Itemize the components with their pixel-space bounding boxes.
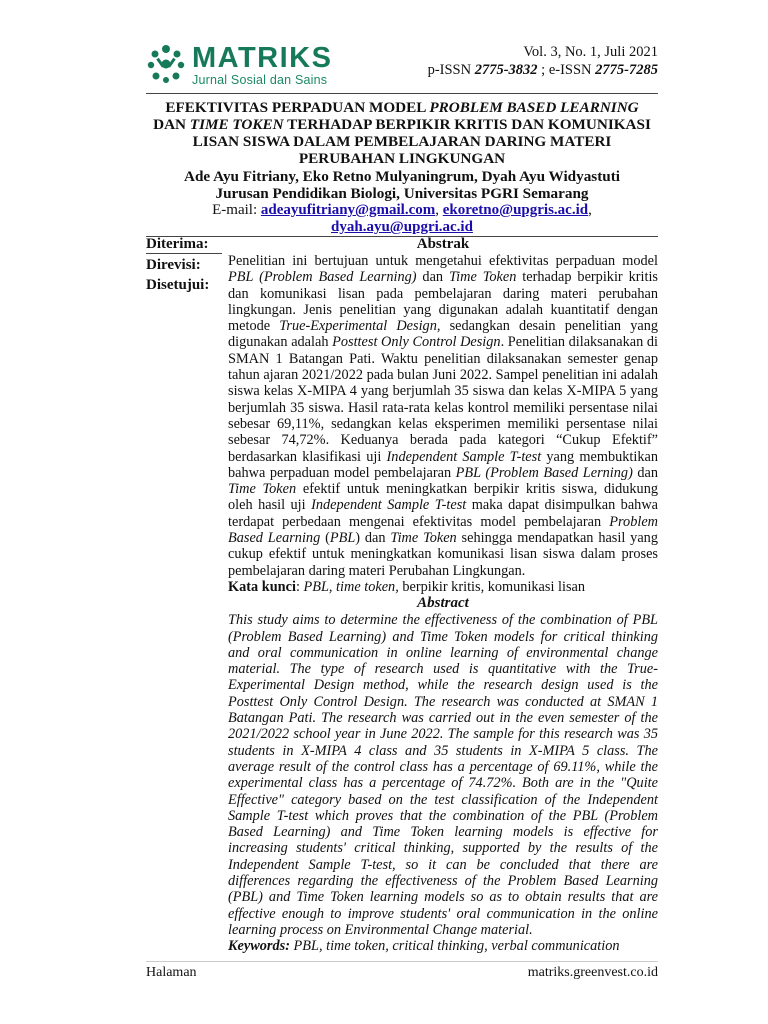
eissn-value: 2775-7285 (595, 62, 658, 78)
kata-kunci-label: Kata kunci (228, 578, 296, 595)
kata-kunci: Kata kunci: PBL, time token, berpikir kritis, komunikasi lisan (228, 578, 586, 595)
logo-name: MATRIKS (192, 42, 333, 74)
email-link-1[interactable]: adeayufitriany@gmail.com (260, 202, 436, 218)
author-block (146, 168, 658, 202)
email-link-2[interactable]: ekoretno@upgris.ac.id (442, 202, 589, 218)
paper-title (146, 99, 658, 167)
article-dates (146, 236, 222, 294)
pissn-value: 2775-3832 (474, 62, 538, 78)
author-names: Ade Ayu Fitriany, Eko Retno Mulyaningrum, Dyah Ayu Widyastuti (183, 168, 620, 185)
volume-line: Vol. 3, No. 1, Juli 2021 (523, 44, 658, 60)
footer-rule (146, 961, 658, 962)
abstrak-text: Penelitian ini bertujuan untuk mengetahui efektivitas perpaduan model PBL (Problem Based Learning) dan Time Token terhadap berpikir kritis dan komunikasi lisan pada pembelajaran daring materi perubahan lingkungan. Jenis penelitian yang digunakan adalah kuantitatif dengan metode True-Experimental Design, sedangkan desain penelitian yang digunakan adalah Posttest Only Control Design. Penelitian dilaksanakan di SMAN 1 Batangan Pati. Waktu penelitian dilaksanakan semester genap tahun ajaran 2021/2022 pada bulan Juni 2022. Sampel penelitian ini adalah siswa kelas X-MIPA 4 yang berjumlah 35 siswa dan kelas X-MIPA 5 yang berjumlah 35 siswa. Hasil rata-rata kelas kontrol memiliki persentase nilai sebesar 69,11%, sedangkan kelas eksperimen memiliki persentase nilai sebesar 74,72%. Keduanya berada pada kategori “Cukup Efektif” berdasarkan klasifikasi uji Independent Sample T-test yang membuktikan bahwa perpaduan model pembelajaran PBL (Problem Based Lerning) dan Time Token efektif untuk meningkatkan berpikir kritis siswa, didukung oleh hasil uji Independent Sample T-test maka dapat disimpulkan bahwa terdapat perbedaan mengenai efektivitas model pembelajaran Problem Based Learning (PBL) dan Time Token sehingga mendapatkan hasil yang cukup efektif untuk meningkatkan komunikasi lisan siswa dalam proses pembelajaran daring materi Perubahan Lingkungan. (228, 253, 659, 579)
abstrak-heading: Abstrak (416, 236, 470, 252)
approved-label: Disetujui: (146, 277, 210, 293)
footer-page-label: Halaman (146, 965, 197, 980)
title-line-2 (146, 116, 658, 133)
keywords: Keywords: PBL, time token, critical thinking, verbal communication (228, 938, 620, 955)
email-link-3[interactable]: dyah.ayu@upgri.ac.id (331, 219, 473, 235)
volume-info (428, 43, 658, 79)
author-affiliation: Jurusan Pendidikan Biologi, Universitas PGRI Semarang (215, 185, 589, 202)
title-line-1 (146, 99, 658, 116)
title-line-4: PERUBAHAN LINGKUNGAN (298, 150, 506, 167)
footer-website[interactable]: matriks.greenvest.co.id (527, 965, 658, 980)
abstract-column (228, 236, 658, 954)
email-line-1: E-mail: adeayufitriany@gmail.com, ekoretno@upgris.ac.id, (212, 202, 592, 218)
email-line-2 (146, 219, 658, 236)
issn-separator: ; (541, 62, 546, 78)
title-line-2b: TIME TOKEN (189, 116, 284, 133)
abstract-heading: Abstract (417, 595, 469, 612)
header-rule (146, 93, 658, 94)
email-block (146, 202, 658, 236)
journal-logo (146, 44, 366, 88)
title-line-2a: DAN (153, 116, 187, 133)
received-label: Diterima: (146, 236, 222, 254)
title-line-2c: TERHADAP BERPIKIR KRITIS DAN KOMUNIKASI (287, 116, 651, 133)
matriks-logo-icon (146, 44, 186, 84)
title-line-1b: PROBLEM BASED LEARNING (429, 99, 639, 116)
pissn-label: p-ISSN (427, 62, 472, 78)
revised-label: Direvisi: (146, 257, 201, 273)
journal-header (146, 40, 658, 90)
keywords-label: Keywords (228, 938, 286, 955)
abstract-text: This study aims to determine the effectiveness of the combination of PBL (Problem Based Learning) and Time Token models for critical thinking and oral communication in online learning of environmental change material. The type of research used is quantitative with the True-Experimental Design method, while the research design used is the Posttest Only Control Design. The research was conducted at SMAN 1 Batangan Pati. The research was carried out in the even semester of the 2021/2022 school year in June 2022. The sample for this research was 35 students in X-MIPA 4 class and 35 students in X-MIPA 5 class. The average result of the control class has a percentage of 69.11%, while the experimental class has a percentage of 74.72%. Both are in the "Quite Effective" category based on the test classification of the Independent Sample T-test which proves that the combination of the PBL (Problem Based Learning) and Time Token learning models is effective for increasing students' critical thinking, supported by the results of the Independent Sample T-test, so it can be concluded that there are differences regarding the effectiveness of the Problem Based Learning (PBL) and Time Token learning models so as to obtain results that are effective enough to improve students' oral communication in the online learning process on Environmental Change material. (228, 612, 658, 938)
issn-line (428, 61, 658, 79)
title-line-1a: EFEKTIVITAS PERPADUAN MODEL (165, 99, 426, 116)
email-label: E-mail: (212, 202, 258, 218)
title-line-3: LISAN SISWA DALAM PEMBELAJARAN DARING MATERI (192, 133, 612, 150)
logo-subtitle: Jurnal Sosial dan Sains (192, 73, 328, 87)
eissn-label: e-ISSN (548, 62, 592, 78)
